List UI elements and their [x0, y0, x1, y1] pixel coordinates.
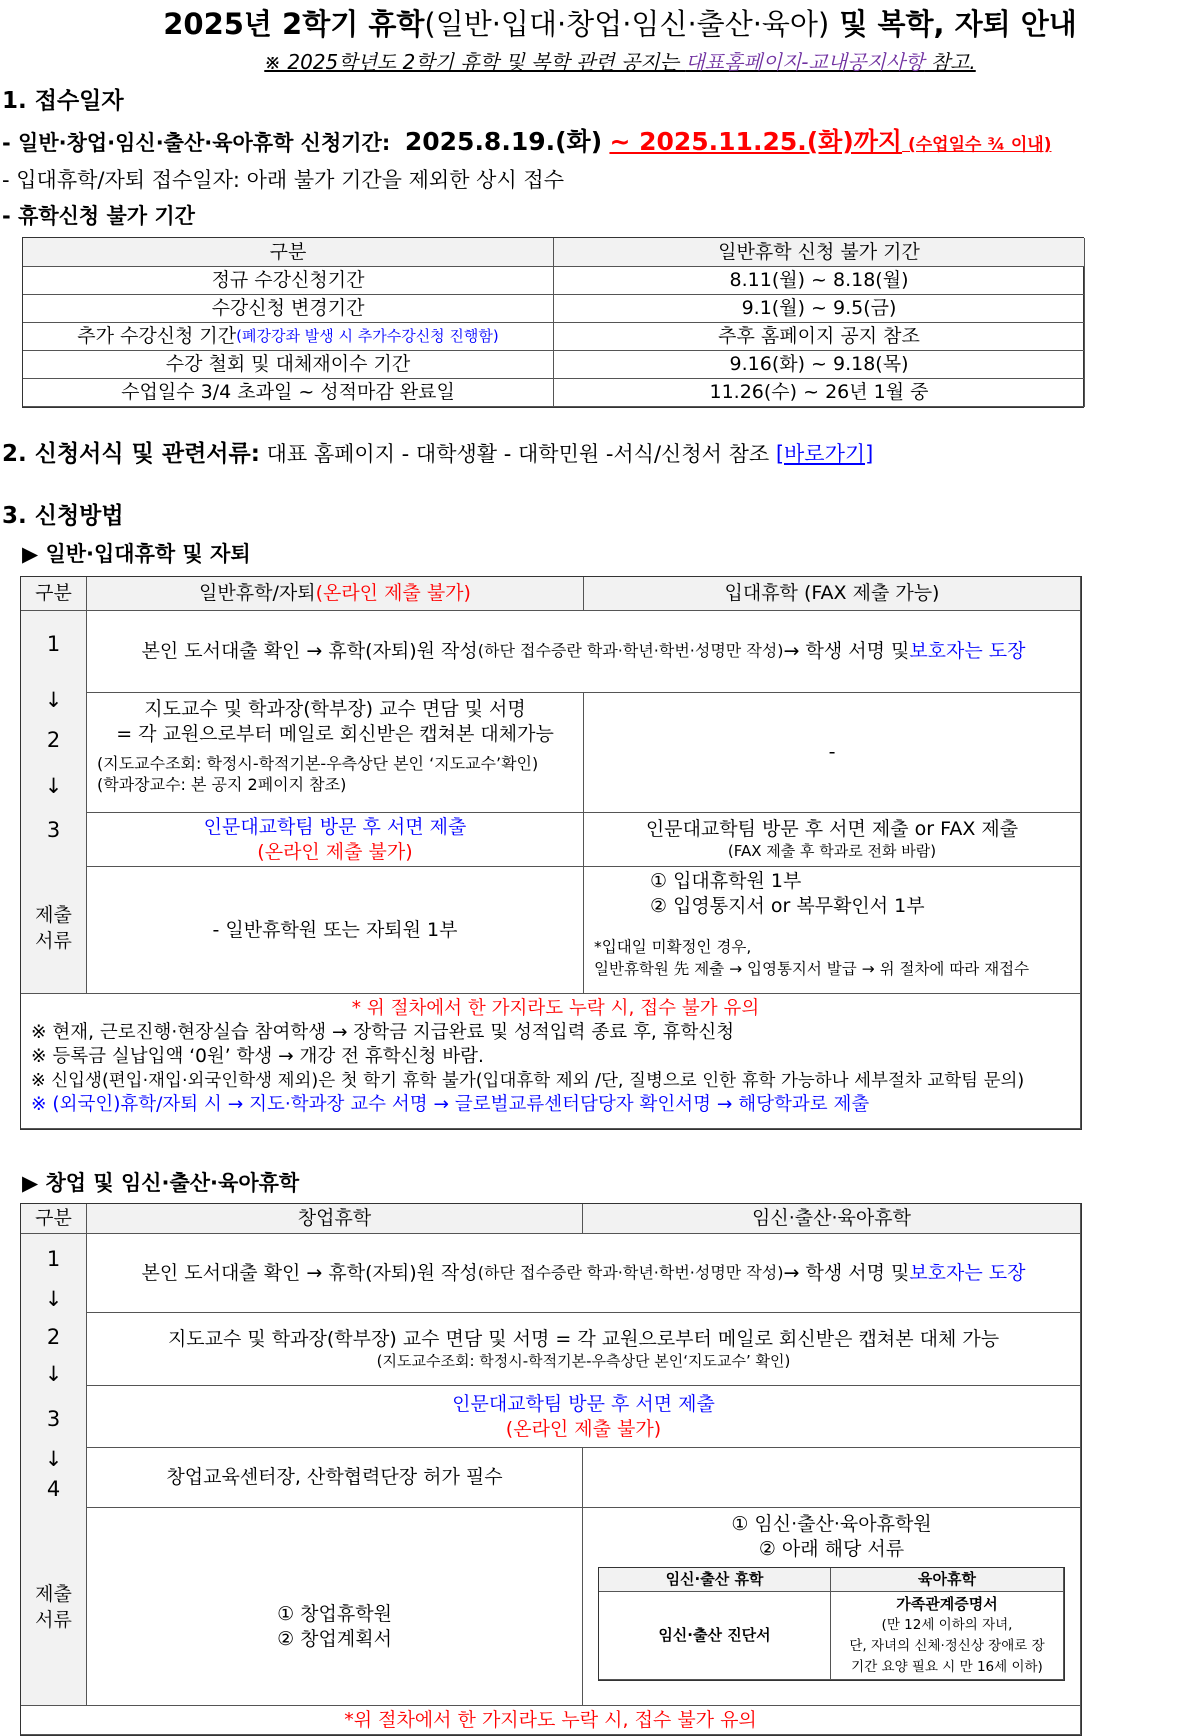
step-column: 1 ↓ 2 ↓ 3 ↓ 4 제출 서류	[21, 1234, 87, 1706]
section3-heading: 3. 신청방법	[2, 503, 124, 529]
step4-right-cell	[583, 1448, 1081, 1508]
step-column: 1 ↓ 2 ↓ 3 제출 서류	[21, 611, 87, 994]
step1-cell: 본인 도서대출 확인 → 휴학(자퇴)원 작성 (하단 접수증란 학과·학년·학번·성명만 작성) → 학생 서명 및 보호자는 도장	[87, 1234, 1081, 1313]
table-cell: 가족관계증명서 (만 12세 이하의 자녀, 단, 자녀의 신체·정신상 장애로 장 기간 요양 필요 시 만 16세 이하)	[831, 1592, 1064, 1680]
step4-cell: 창업교육센터장, 산학협력단장 허가 필수	[87, 1448, 583, 1508]
table-cell: 8.11(월) ~ 8.18(월)	[554, 267, 1085, 295]
step2-cell: 지도교수 및 학과장(학부장) 교수 면담 및 서명 = 각 교원으로부터 메일로 회신받은 캡쳐본 대체 가능 (지도교수조회: 학정시-학적기본-우측상단 본인‘지도교수’ 확인)	[87, 1313, 1081, 1386]
table-header: 임신·출산 휴학	[599, 1568, 831, 1592]
step1-cell: 본인 도서대출 확인 → 휴학(자퇴)원 작성 (하단 접수증란 학과·학년·학번·성명만 작성) → 학생 서명 및 보호자는 도장	[87, 611, 1081, 693]
childcare-docs-cell: ① 임신·출산·육아휴학원 ② 아래 해당 서류 임신·출산 휴학 육아휴학 임신·출산 진단서 가족관계증명서 (만 12세 이하의 자녀, 단, 자녀의 신체·정신상 장애로 장 기간 요양 필요 시 만 16세 이하)	[583, 1508, 1081, 1706]
section2: 2. 신청서식 및 관련서류: 대표 홈페이지 - 대학생활 - 대학민원 -서식/신청서 참조 [바로가기]	[2, 441, 874, 467]
table-header: 구분	[21, 1204, 87, 1234]
table-cell: 임신·출산 진단서	[599, 1592, 831, 1680]
sub1-heading: ▶ 일반·입대휴학 및 자퇴	[22, 542, 251, 566]
step2-enlist-cell: -	[584, 693, 1081, 813]
step3-enlist-cell: 인문대교학팀 방문 후 서면 제출 or FAX 제출 (FAX 제출 후 학과로 전화 바람)	[584, 813, 1081, 867]
table-cell: 11.26(수) ~ 26년 1월 중	[554, 379, 1085, 407]
shortcut-link[interactable]: [바로가기]	[775, 442, 874, 466]
startup-docs-cell: ① 창업휴학원 ② 창업계획서	[87, 1508, 583, 1706]
table-cell: 9.16(화) ~ 9.18(목)	[554, 351, 1085, 379]
general-leave-table	[20, 576, 1082, 1130]
blocked-period-table	[22, 237, 1084, 408]
startup-childcare-table	[20, 1203, 1082, 1736]
docs-enlist-cell: ① 입대휴학원 1부 ② 입영통지서 or 복무확인서 1부 *입대일 미확정인 경우, 일반휴학원 先 제출 → 입영통지서 발급 → 위 절차에 따라 재접수	[584, 867, 1081, 994]
homepage-notice-link[interactable]: 대표홈페이지-교내공지사항	[685, 50, 925, 74]
table-cell: 수강 철회 및 대체재이수 기간	[23, 351, 554, 379]
table-header: 임신·출산·육아휴학	[583, 1204, 1081, 1234]
section1-heading: 1. 접수일자	[2, 88, 124, 114]
table-cell: 정규 수강신청기간	[23, 267, 554, 295]
notes-cell: * 위 절차에서 한 가지라도 누락 시, 접수 불가 유의 ※ 현재, 근로진행·현장실습 참여학생 → 장학금 지급완료 및 성적입력 종료 후, 휴학신청 ※ 등록금 실납입액 ‘0원’ 학생 → 개강 전 휴학신청 바람. ※ 신입생(편입·재입·외국인학생 제외)은 첫 학기 휴학 불가(입대휴학 제외 /단, 질병으로 인한 휴학 가능하나 세부절차 교학팀 문의) ※ (외국인)휴학/자퇴 시 → 지도·학과장 교수 서명 → 글로벌교류센터담당자 확인서명 → 해당학과로 제출	[21, 994, 1081, 1129]
warning-cell: *위 절차에서 한 가지라도 누락 시, 접수 불가 유의	[21, 1706, 1081, 1735]
table-header: 일반휴학 신청 불가 기간	[554, 238, 1085, 267]
inner-docs-table	[598, 1567, 1065, 1681]
table-cell: 수업일수 3/4 초과일 ~ 성적마감 완료일	[23, 379, 554, 407]
table-header: 구분	[21, 577, 87, 611]
page-title: 2025년 2학기 휴학(일반·입대·창업·임신·출산·육아) 및 복학, 자퇴 안내	[163, 7, 1077, 41]
enlist-withdraw-period: - 입대휴학/자퇴 접수일자: 아래 불가 기간을 제외한 상시 접수	[2, 168, 564, 192]
step3-cell: 인문대교학팀 방문 후 서면 제출 (온라인 제출 불가)	[87, 813, 584, 867]
sub2-heading: ▶ 창업 및 임신·출산·육아휴학	[22, 1171, 300, 1195]
docs-cell: - 일반휴학원 또는 자퇴원 1부	[87, 867, 584, 994]
table-header: 육아휴학	[831, 1568, 1064, 1592]
table-cell: 추가 수강신청 기간 (폐강강좌 발생 시 추가수강신청 진행함)	[23, 323, 554, 351]
application-period: - 일반·창업·임신·출산·육아휴학 신청기간: 2025.8.19.(화) ~ 2025.11.25.(화)까지 (수업일수 ¾ 이내)	[2, 127, 1052, 156]
subtitle-notice: ※ 2025학년도 2학기 휴학 및 복학 관련 공지는 대표홈페이지-교내공지사항 참고.	[264, 50, 976, 74]
table-cell: 수강신청 변경기간	[23, 295, 554, 323]
table-header: 창업휴학	[87, 1204, 583, 1234]
table-cell: 추후 홈페이지 공지 참조	[554, 323, 1085, 351]
table-header: 일반휴학/자퇴 (온라인 제출 불가)	[87, 577, 584, 611]
step3-cell: 인문대교학팀 방문 후 서면 제출 (온라인 제출 불가)	[87, 1386, 1081, 1448]
table-header: 입대휴학 (FAX 제출 가능)	[584, 577, 1081, 611]
table-header: 구분	[23, 238, 554, 267]
table-cell: 9.1(월) ~ 9.5(금)	[554, 295, 1085, 323]
step2-cell: 지도교수 및 학과장(학부장) 교수 면담 및 서명 = 각 교원으로부터 메일로 회신받은 캡쳐본 대체가능 (지도교수조회: 학정시-학적기본-우측상단 본인 ‘지도교수’확인) (학과장교수: 본 공지 2페이지 참조)	[87, 693, 584, 813]
blocked-period-label: - 휴학신청 불가 기간	[2, 204, 195, 228]
